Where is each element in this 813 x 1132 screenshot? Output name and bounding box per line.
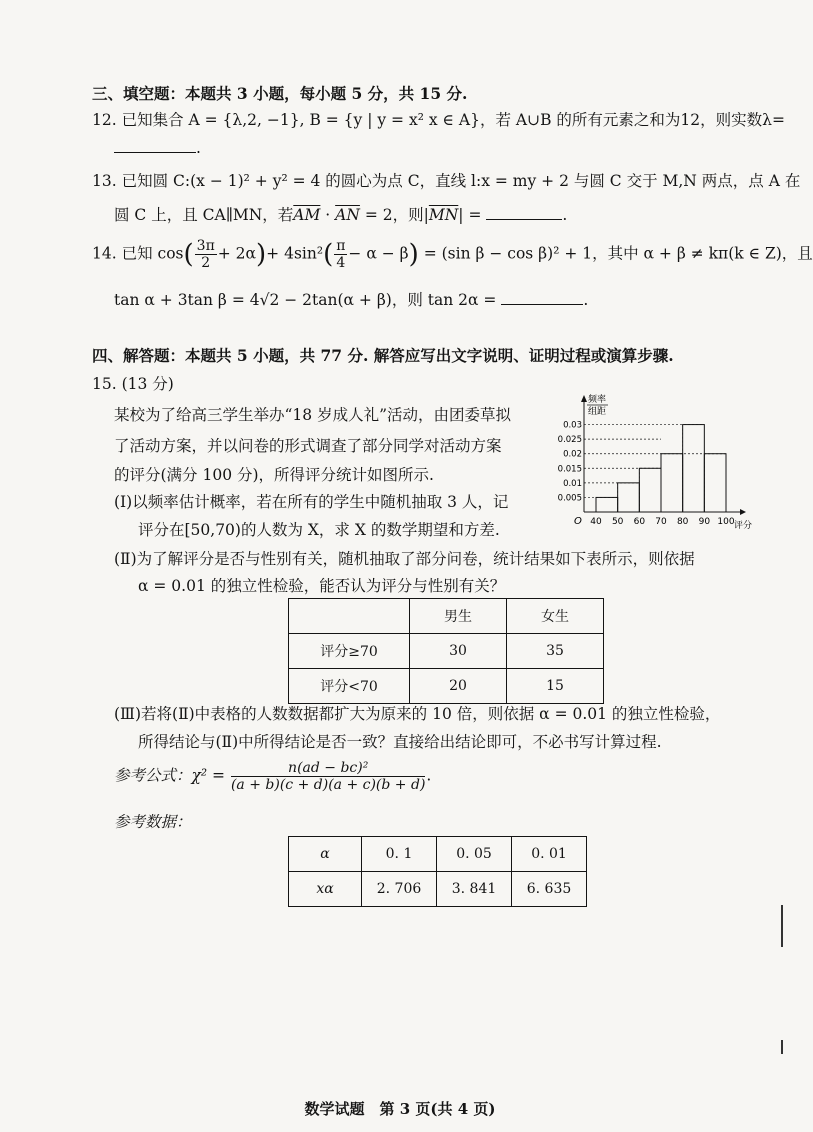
question-number: 12. (92, 111, 117, 129)
question-15-part3b: 所得结论与(Ⅱ)中所得结论是否一致？直接给出结论即可，不必书写计算过程. (138, 733, 662, 751)
table-cell: 3. 841 (437, 872, 512, 907)
y-tick-label: 0.01 (563, 478, 582, 489)
question-end: . (583, 291, 589, 309)
x-axis-label: 评分 (734, 521, 753, 531)
page-footer: 数学试题 第 3 页(共 4 页) (304, 1100, 496, 1118)
table-cell (289, 599, 410, 634)
histogram-bar (618, 483, 640, 512)
left-paren: ( (183, 239, 194, 270)
formula-end: . (426, 766, 432, 785)
question-15-intro1: 某校为了给高三学生举办“18 岁成人礼”活动，由团委草拟 (114, 406, 512, 424)
question-13-line2 (114, 203, 567, 225)
question-13-line1 (92, 169, 800, 191)
y-tick-label: 0.005 (557, 493, 582, 504)
question-15-number: 15. (13 分) (92, 375, 174, 393)
question-number: 13. (92, 172, 117, 190)
histogram-bar (661, 454, 683, 512)
fraction-numerator: π (336, 238, 346, 254)
x-axis-arrow (740, 509, 746, 515)
table-header-female: 女生 (507, 599, 604, 634)
fraction-numerator: n(ad − bc)² (231, 760, 425, 777)
gender-table (288, 598, 604, 704)
right-paren: ) (408, 239, 419, 270)
x-tick-label: 40 (590, 517, 602, 527)
table-cell: α (289, 837, 362, 872)
question-14-line1 (92, 238, 813, 271)
answer-blank (486, 205, 562, 220)
vector-an: $\overline{AN}$ (335, 206, 360, 224)
reference-data-table (288, 836, 587, 907)
question-15-part3a: (Ⅲ)若将(Ⅱ)中表格的人数数据都扩大为原来的 10 倍，则依据 α = 0.01 的独立性检验， (114, 705, 721, 723)
x-tick-label: 60 (633, 517, 646, 527)
question-15-part2a: (Ⅱ)为了解评分是否与性别有关，随机抽取了部分问卷，统计结果如下表所示，则依据 (114, 550, 695, 568)
chi-square-fraction (231, 760, 425, 793)
question-text: 已知集合 A = {λ,2, −1}, B = {y | y = x² x ∈ A}，若 A∪B 的所有元素之和为12，则实数λ= (121, 111, 785, 129)
question-text: 已知 cos (121, 244, 184, 263)
table-cell: 评分≥70 (289, 634, 410, 669)
question-text: = (sin β − cos β)² + 1，其中 α + β ≠ kπ(k ∈ Z)，且 (423, 244, 813, 263)
table-cell: 20 (410, 669, 507, 704)
y-tick-label: 0.025 (557, 435, 582, 446)
x-tick-label: 70 (655, 517, 667, 527)
table-cell: 0. 1 (362, 837, 437, 872)
section3-heading: 三、填空题：本题共 3 小题，每小题 5 分，共 15 分. (92, 84, 468, 103)
margin-mark (781, 1040, 783, 1054)
table-cell: 6. 635 (512, 872, 587, 907)
x-tick-label: 50 (611, 517, 624, 527)
question-15-intro3: 的评分(满分 100 分)，所得评分统计如图所示. (114, 466, 434, 484)
table-cell: 35 (507, 634, 604, 669)
formula-label: 参考公式：χ² = (114, 766, 226, 785)
table-cell: 2. 706 (362, 872, 437, 907)
table-row (289, 837, 587, 872)
question-text: tan α + 3tan β = 4√2 − 2tan(α + β)，则 tan 2α = (114, 291, 497, 309)
fraction-numerator: 3π (196, 238, 215, 254)
table-cell: 评分<70 (289, 669, 410, 704)
y-axis-label-top: 频率 (588, 395, 607, 405)
fraction-denominator: 4 (336, 255, 346, 271)
question-15-part1b: 评分在[50,70)的人数为 X，求 X 的数学期望和方差. (138, 521, 500, 539)
histogram-bar (639, 468, 661, 512)
table-cell: 0. 05 (437, 837, 512, 872)
y-tick-label: 0.02 (563, 449, 582, 460)
y-axis-arrow (581, 395, 587, 402)
frequency-histogram (548, 392, 753, 532)
answer-blank (114, 138, 196, 153)
right-paren: ) (256, 239, 267, 270)
question-text: − α − β (348, 244, 409, 263)
question-number: 14. (92, 244, 117, 263)
table-header-male: 男生 (410, 599, 507, 634)
question-text: 已知圆 C:(x − 1)² + y² = 4 的圆心为点 C，直线 l:x = my + 2 与圆 C 交于 M,N 两点，点 A 在 (121, 172, 801, 190)
vector-am: $\overline{AM}$ (293, 206, 321, 224)
x-tick-label: 90 (698, 517, 711, 527)
question-12-line1 (92, 108, 785, 130)
y-tick-label: 0.03 (563, 420, 582, 431)
question-15-intro2: 了活动方案，并以问卷的形式调查了部分同学对活动方案 (114, 437, 502, 455)
table-cell: 0. 01 (512, 837, 587, 872)
question-end: . (196, 139, 201, 157)
table-row (289, 634, 604, 669)
x-tick-label: 80 (676, 517, 689, 527)
fraction-denominator: (a + b)(c + d)(a + c)(b + d) (230, 777, 426, 793)
question-12-line2 (114, 138, 201, 157)
vector-mn: $\overline{MN}$ (428, 206, 459, 224)
question-text: + 2α (217, 244, 257, 263)
answer-blank (501, 290, 583, 305)
table-cell: xα (289, 872, 362, 907)
question-14-line2 (114, 288, 588, 310)
reference-formula (114, 760, 431, 793)
section4-heading: 四、解答题：本题共 5 小题，共 77 分. 解答应写出文字说明、证明过程或演算步骤. (92, 346, 674, 365)
histogram-bar (596, 497, 618, 512)
question-15-part2b: α = 0.01 的独立性检验，能否认为评分与性别有关？ (138, 577, 506, 595)
table-header-row (289, 599, 604, 634)
question-text: = 2，则| (359, 206, 429, 224)
table-row (289, 669, 604, 704)
histogram-bar (704, 454, 726, 512)
origin-label: O (574, 516, 582, 527)
question-text: 圆 C 上，且 CA∥MN，若 (114, 206, 294, 224)
y-axis-label-bottom: 组距 (588, 407, 607, 417)
margin-mark (781, 905, 783, 947)
dot-operator: · (320, 206, 336, 224)
x-tick-label: 100 (717, 517, 735, 527)
histogram-bar (683, 425, 705, 512)
question-15-part1a: (Ⅰ)以频率估计概率，若在所有的学生中随机抽取 3 人，记 (114, 493, 509, 511)
table-cell: 15 (507, 669, 604, 704)
fraction-pi-over-4 (334, 238, 347, 271)
question-text: | = (458, 206, 482, 224)
fraction-3pi-over-2 (195, 238, 217, 271)
left-paren: ( (323, 239, 334, 270)
table-row (289, 872, 587, 907)
table-cell: 30 (410, 634, 507, 669)
question-text: + 4sin² (266, 244, 324, 263)
fraction-denominator: 2 (201, 255, 211, 271)
y-tick-label: 0.015 (557, 464, 582, 475)
question-end: . (562, 206, 568, 224)
reference-data-label: 参考数据： (114, 813, 192, 831)
